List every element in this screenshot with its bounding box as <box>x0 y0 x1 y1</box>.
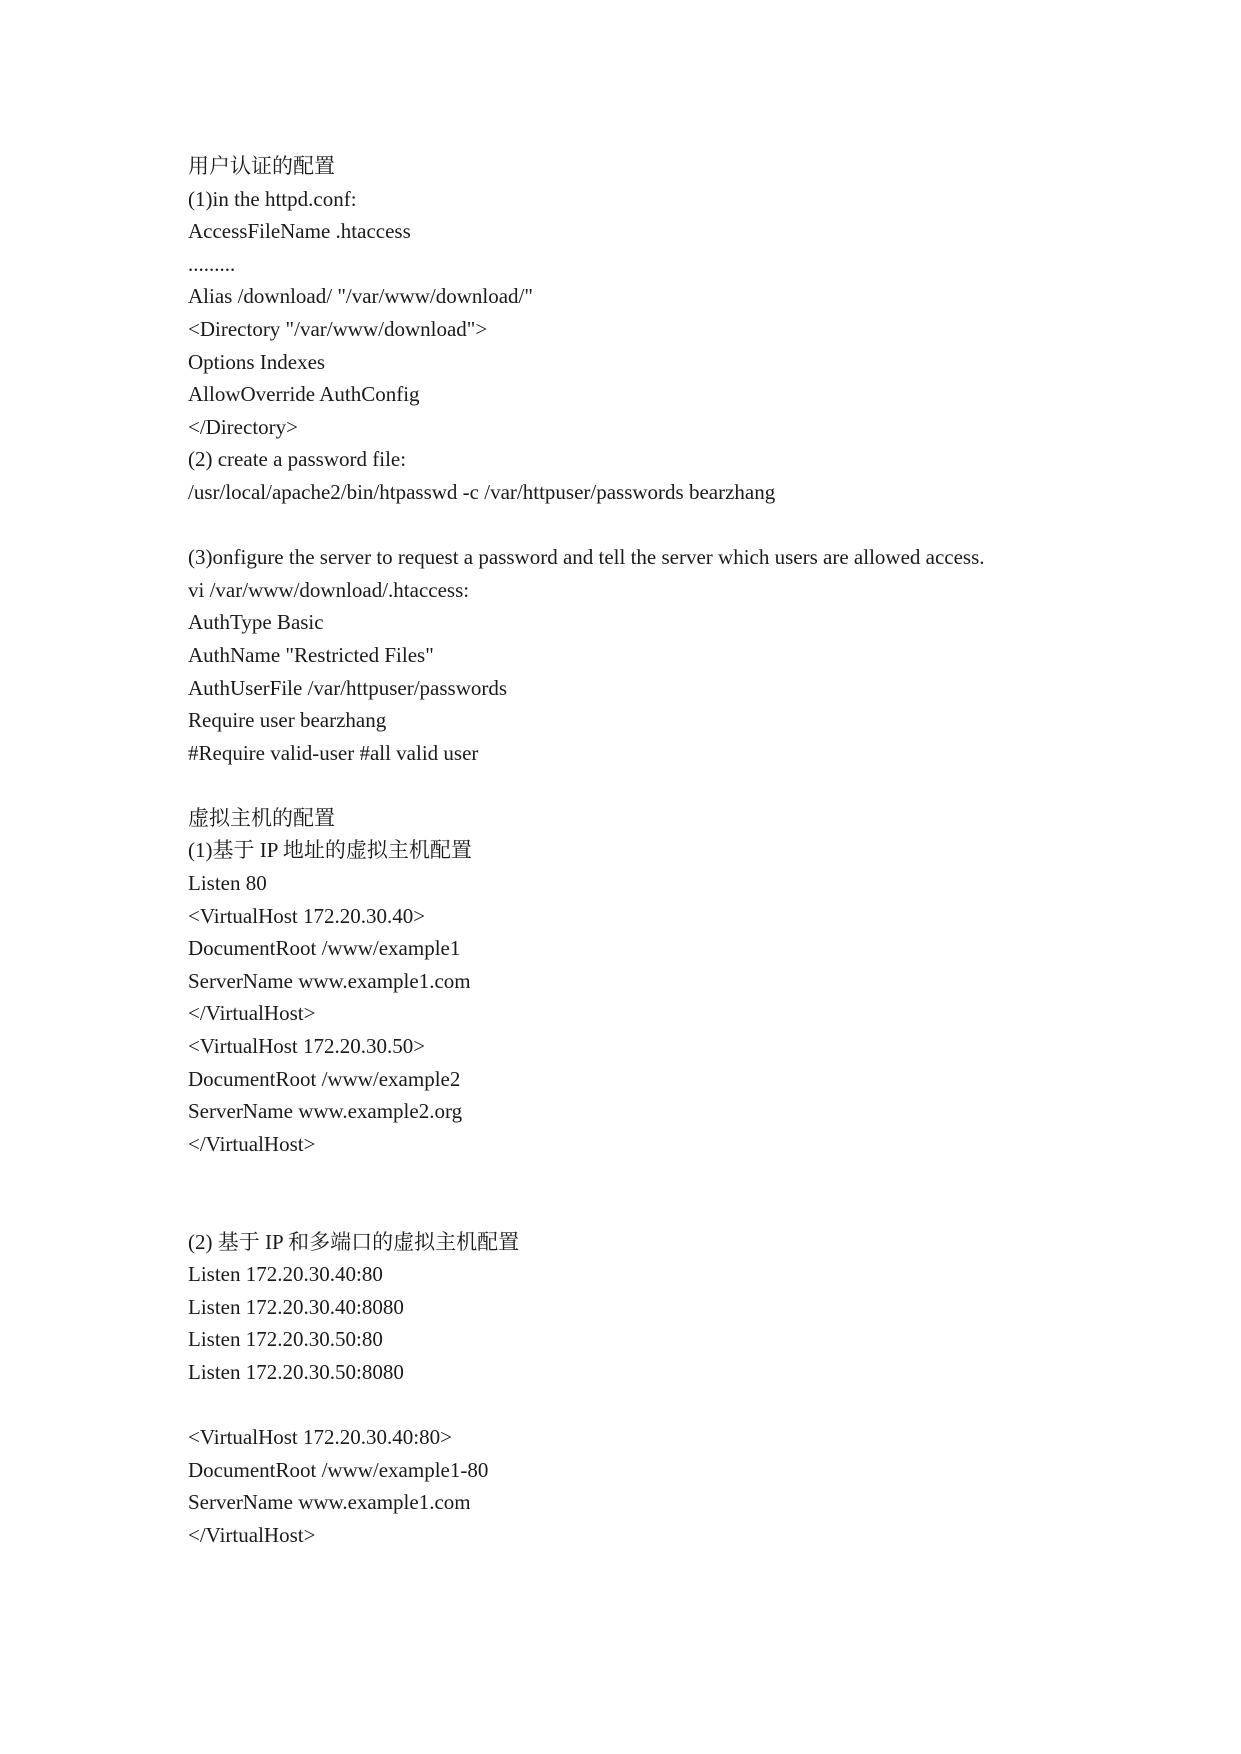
text-line: #Require valid-user #all valid user <box>188 740 479 765</box>
text-line: ServerName www.example1.com <box>188 968 471 993</box>
text-line: (2) 基于 IP 和多端口的虚拟主机配置 <box>188 1229 520 1254</box>
text-line: DocumentRoot /www/example2 <box>188 1066 461 1091</box>
text-line: AllowOverride AuthConfig <box>188 382 420 407</box>
text-line: Require user bearzhang <box>188 708 387 733</box>
text-line <box>188 1160 1188 1193</box>
text-line: <VirtualHost 172.20.30.40> <box>188 903 426 928</box>
text-line: Options Indexes <box>188 349 326 374</box>
text-line: Listen 172.20.30.50:8080 <box>188 1359 404 1384</box>
text-line: AuthUserFile /var/httpuser/passwords <box>188 675 508 700</box>
text-line: DocumentRoot /www/example1-80 <box>188 1457 489 1482</box>
text-line: 虚拟主机的配置 <box>188 805 335 830</box>
text-line: </VirtualHost> <box>188 1001 316 1026</box>
text-line: AccessFileName .htaccess <box>188 219 411 244</box>
text-line: DocumentRoot /www/example1 <box>188 936 461 961</box>
text-line <box>188 1193 1188 1226</box>
text-line: Listen 172.20.30.50:80 <box>188 1327 383 1352</box>
text-line: <Directory "/var/www/download"> <box>188 316 488 341</box>
text-line: Listen 172.20.30.40:80 <box>188 1262 383 1287</box>
text-line: <VirtualHost 172.20.30.40:80> <box>188 1425 452 1450</box>
text-line: ......... <box>188 251 236 276</box>
text-line <box>188 769 1188 802</box>
text-line: (1)in the httpd.conf: <box>188 186 357 211</box>
text-line: (3)onfigure the server to request a password and tell the server which users are allowed access. <box>188 545 985 570</box>
text-line: (2) create a password file: <box>188 447 407 472</box>
text-line: <VirtualHost 172.20.30.50> <box>188 1034 426 1059</box>
text-line: ServerName www.example2.org <box>188 1099 463 1124</box>
text-line <box>188 1389 1188 1422</box>
text-line: /usr/local/apache2/bin/htpasswd -c /var/httpuser/passwords bearzhang <box>188 479 776 504</box>
text-line: Listen 172.20.30.40:8080 <box>188 1294 404 1319</box>
text-line: Listen 80 <box>188 871 267 896</box>
document-body <box>188 150 1188 1552</box>
text-line <box>188 509 1188 542</box>
text-line: AuthType Basic <box>188 610 324 635</box>
text-line: Alias /download/ "/var/www/download/" <box>188 284 533 309</box>
text-line: AuthName "Restricted Files" <box>188 642 434 667</box>
text-line: </VirtualHost> <box>188 1131 316 1156</box>
text-line: ServerName www.example1.com <box>188 1490 471 1515</box>
text-line: vi /var/www/download/.htaccess: <box>188 577 470 602</box>
text-line: 用户认证的配置 <box>188 154 335 178</box>
text-line: (1)基于 IP 地址的虚拟主机配置 <box>188 838 472 863</box>
text-line: </Directory> <box>188 414 298 439</box>
text-line: </VirtualHost> <box>188 1522 316 1547</box>
